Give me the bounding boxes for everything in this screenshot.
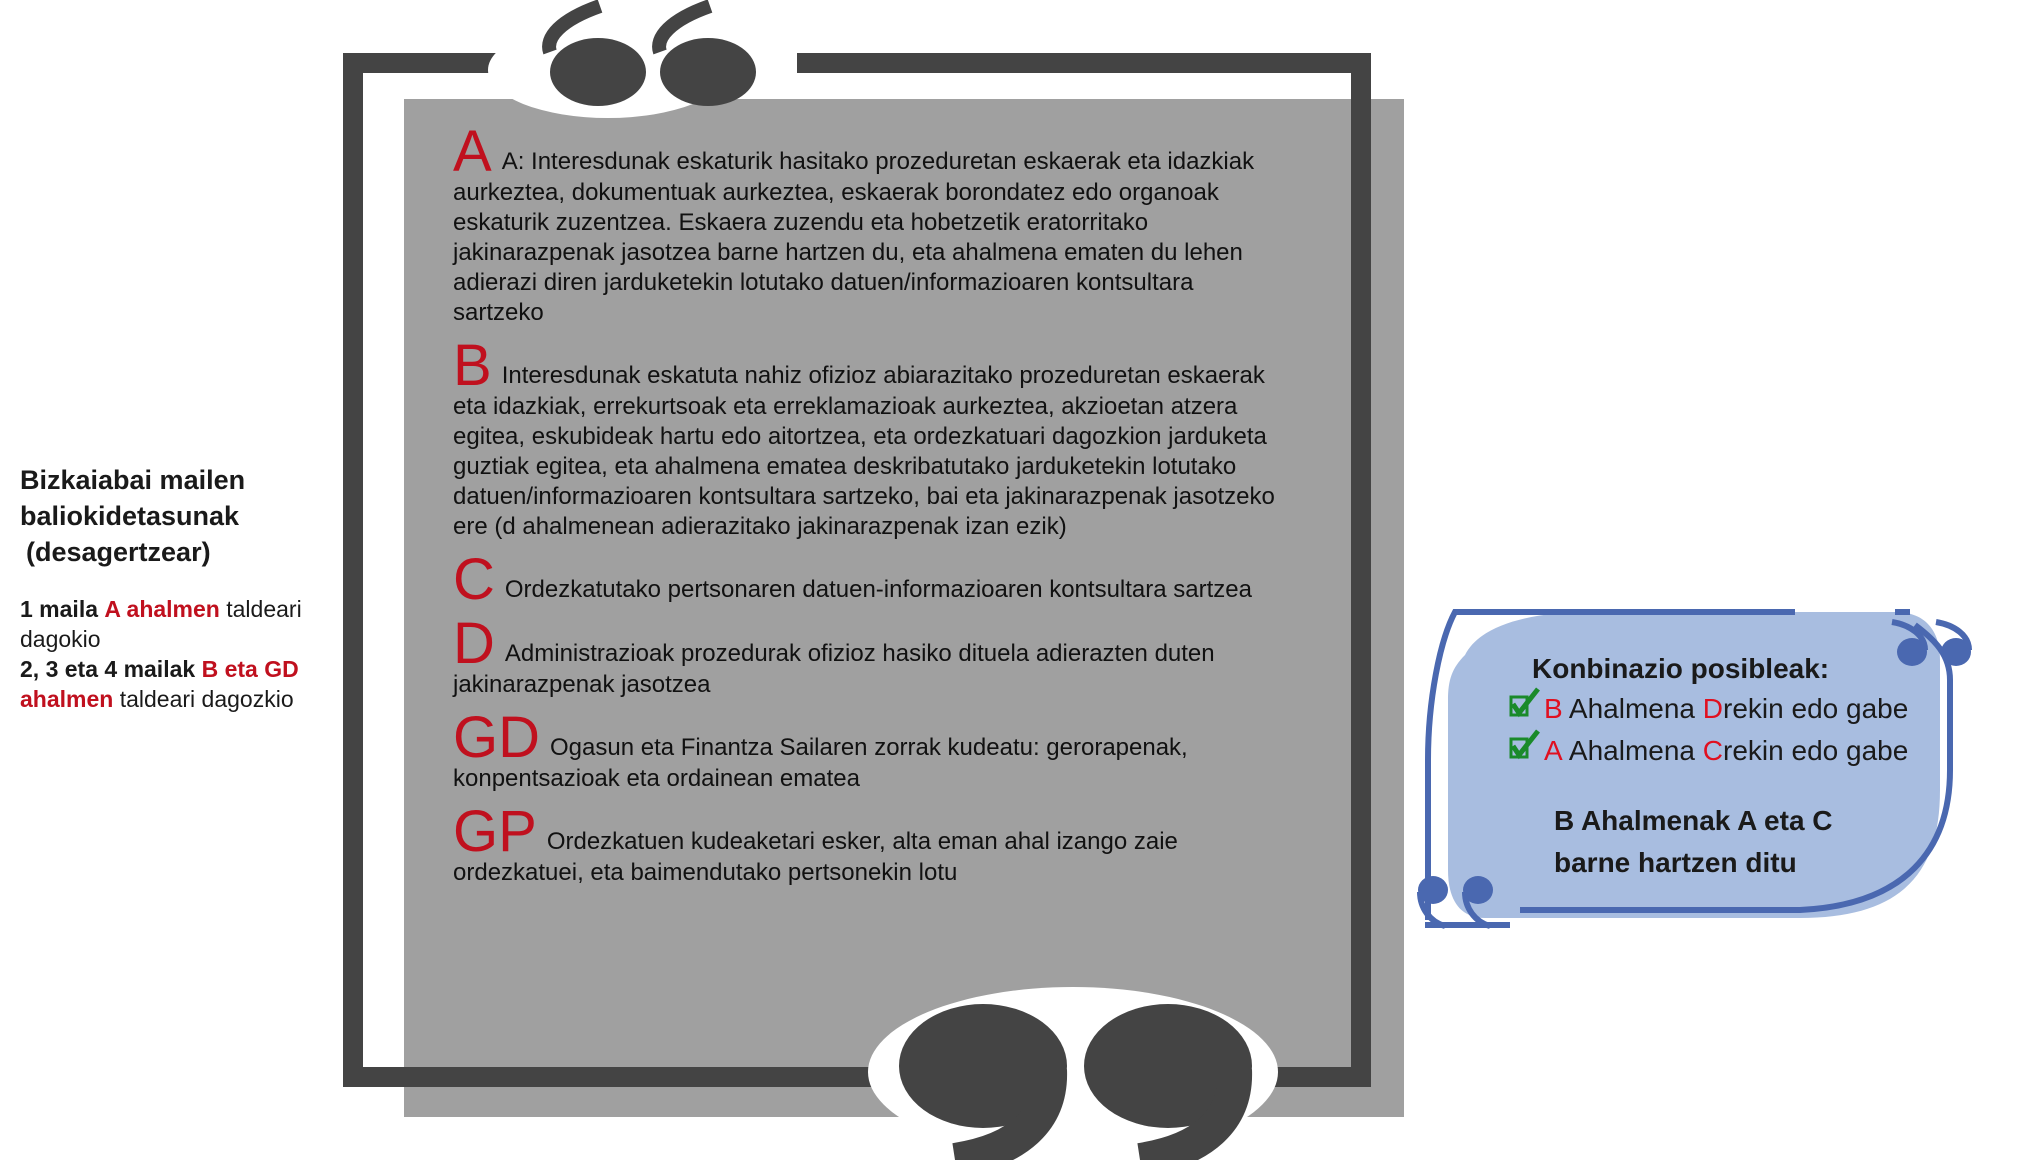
power-letter: GP <box>453 799 537 864</box>
power-text-line: konpentsazioak eta ordainean ematea <box>453 765 860 792</box>
option-1-power-a: B <box>1544 693 1563 724</box>
level-234-prefix: 2, 3 eta 4 mailak <box>20 656 196 682</box>
power-text-first: Ordezkatuen kudeaketari esker, alta eman ahal izango zaie <box>546 828 1178 855</box>
power-text-line: jakinarazpenak jasotzea barne hartzen du, eta ahalmena ematen du lehen <box>453 239 1243 266</box>
bubble-note-line2: barne hartzen ditu <box>1554 847 1797 878</box>
power-text-line: eta idazkiak, errekurtsoak eta erreklamazioak aurkeztea, akzioetan atzera <box>453 393 1238 420</box>
level-234-highlight: B eta GD <box>201 656 299 682</box>
power-text-first: A: Interesdunak eskaturik hasitako prozeduretan eskaerak eta idazkiak <box>501 148 1255 175</box>
power-text-line: ordezkatuei, eta baimendutako pertsonekin lotu <box>453 859 958 886</box>
power-text-first: Ogasun eta Finantza Sailaren zorrak kudeatu: gerorapenak, <box>550 734 1188 761</box>
bubble-title: Konbinazio posibleak: <box>1532 653 1830 684</box>
option-2-power-a: A <box>1544 735 1563 766</box>
power-entry-gd <box>453 705 1323 794</box>
close-quote-icon <box>868 987 1278 1160</box>
level-234-suffix: taldeari dagozkio <box>119 686 294 712</box>
power-text-first: Interesdunak eskatuta nahiz ofizioz abiarazitako prozeduretan eskaerak <box>501 362 1265 389</box>
power-text-line: egitea, eskubideak hartu edo aitortzea, eta ordezkatuari dagozkion jarduketa <box>453 423 1267 450</box>
bubble-content <box>1508 650 1958 884</box>
level-1-line <box>20 594 340 624</box>
level-1-highlight: A ahalmen <box>104 596 220 622</box>
option-1-text-b: Ahalmena <box>1562 693 1703 724</box>
level-234-cont <box>20 684 340 714</box>
level-1-cont: dagokio <box>20 626 101 652</box>
bubble-note-line1: B Ahalmenak A eta C <box>1554 805 1833 836</box>
checkmark-icon <box>1508 686 1544 732</box>
option-2-text-d: rekin edo gabe <box>1723 735 1909 766</box>
power-text-line: guztiak egitea, eta ahalmena ematea deskribatutako jarduketekin lotutako <box>453 453 1237 480</box>
power-letter: GD <box>453 705 540 770</box>
combination-option-1 <box>1508 688 1958 730</box>
power-text-line: ere (d ahalmenean adierazitako jakinarazpenak izan ezik) <box>453 513 1067 540</box>
checkmark-icon <box>1508 728 1544 774</box>
powers-list <box>453 119 1323 900</box>
level-234-highlight2: ahalmen <box>20 686 114 712</box>
level-234-line <box>20 654 340 684</box>
power-letter: C <box>453 547 495 612</box>
level-mapping <box>20 594 340 714</box>
level-1-suffix: taldeari <box>226 596 302 622</box>
option-1-text-d: rekin edo gabe <box>1723 693 1909 724</box>
power-letter: D <box>453 611 495 676</box>
bubble-note <box>1508 800 1958 884</box>
option-1-power-c: D <box>1702 693 1724 724</box>
power-entry-gp <box>453 799 1323 888</box>
left-title-line3: (desagertzear) <box>26 537 211 567</box>
power-text-line: datuen/informazioaren kontsultara sartzeko, bai eta jakinarazpenak jasotzeko <box>453 483 1275 510</box>
power-text-line: adierazi diren jarduketekin lotutako datuen/informazioaren kontsultara <box>453 269 1194 296</box>
power-text-line: jakinarazpenak jasotzea <box>453 671 711 698</box>
level-1-prefix: 1 maila <box>20 596 98 622</box>
combination-option-2 <box>1508 730 1958 772</box>
power-entry-c <box>453 547 1323 612</box>
left-title-line1: Bizkaiabai mailen <box>20 465 246 495</box>
left-title <box>20 462 340 570</box>
power-entry-b <box>453 333 1323 542</box>
power-text-first: Administrazioak prozedurak ofizioz hasiko dituela adierazten duten <box>504 640 1215 667</box>
left-note <box>20 462 340 714</box>
power-text-line: aurkeztea, dokumentuak aurkeztea, eskaerak borondatez edo organoak <box>453 179 1219 206</box>
power-text-line: sartzeko <box>453 299 544 326</box>
option-2-power-c: C <box>1702 735 1724 766</box>
power-text-line: eskaturik zuzentzea. Eskaera zuzendu eta hobetzetik eratorritako <box>453 209 1149 236</box>
power-entry-d <box>453 611 1323 700</box>
open-quote-icon <box>488 6 756 118</box>
power-letter: B <box>453 333 492 398</box>
left-title-line2: baliokidetasunak <box>20 501 240 531</box>
option-2-text-b: Ahalmena <box>1562 735 1703 766</box>
power-entry-a <box>453 119 1323 328</box>
power-text-first: Ordezkatutako pertsonaren datuen-informazioaren kontsultara sartzea <box>504 576 1252 603</box>
power-letter: A <box>453 119 492 184</box>
